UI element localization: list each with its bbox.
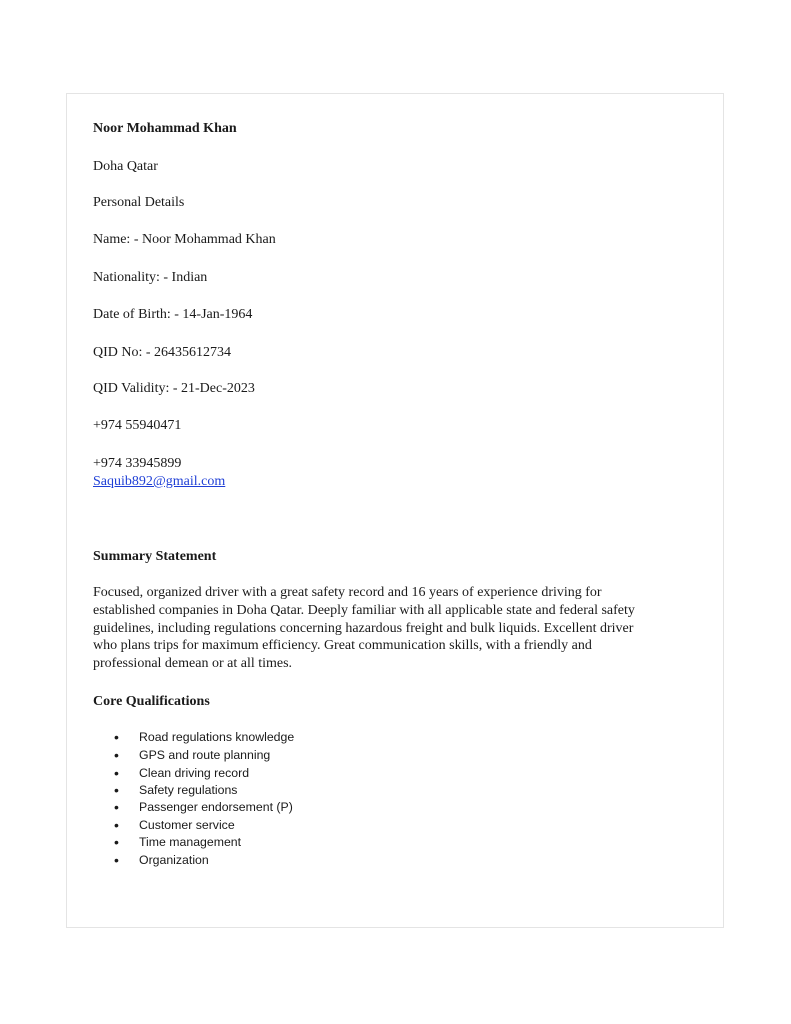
summary-line: established companies in Doha Qatar. Deeply familiar with all applicable state and federal safety [93, 602, 635, 618]
applicant-name: Noor Mohammad Khan [93, 121, 237, 136]
bullet-icon: • [114, 834, 119, 850]
qualification-label: Clean driving record [139, 766, 250, 780]
qualification-label: Organization [139, 853, 209, 867]
summary-line: guidelines, including regulations concerning hazardous freight and bulk liquids. Excellent driver [93, 620, 634, 636]
qualification-label: Passenger endorsement (P) [139, 800, 293, 814]
qualification-label: Time management [139, 835, 242, 849]
qid-validity-field: QID Validity: - 21-Dec-2023 [93, 381, 255, 396]
email-link[interactable]: Saquib892@gmail.com [93, 474, 226, 489]
summary-heading: Summary Statement [93, 549, 217, 564]
bullet-icon: • [114, 852, 119, 868]
qid-number-field: QID No: - 26435612734 [93, 345, 232, 360]
location: Doha Qatar [93, 159, 158, 174]
phone-number-primary: +974 55940471 [93, 418, 182, 433]
name-field: Name: - Noor Mohammad Khan [93, 232, 276, 247]
summary-line: who plans trips for maximum efficiency. Great communication skills, with a friendly and [93, 638, 592, 654]
bullet-icon: • [114, 817, 119, 833]
bullet-icon: • [114, 747, 119, 763]
personal-details-heading: Personal Details [93, 195, 185, 210]
bullet-icon: • [114, 765, 119, 781]
date-of-birth-field: Date of Birth: - 14-Jan-1964 [93, 307, 253, 322]
qualification-label: Safety regulations [139, 783, 238, 797]
core-qualifications-heading: Core Qualifications [93, 694, 210, 709]
summary-paragraph [93, 584, 703, 673]
nationality-field: Nationality: - Indian [93, 270, 208, 285]
bullet-icon: • [114, 782, 119, 798]
phone-number-secondary: +974 33945899 [93, 456, 182, 471]
qualification-label: GPS and route planning [139, 748, 271, 762]
summary-line: Focused, organized driver with a great safety record and 16 years of experience driving for [93, 585, 602, 600]
qualification-label: Road regulations knowledge [139, 730, 295, 744]
summary-line: professional demean or at all times. [93, 656, 293, 672]
qualification-label: Customer service [139, 818, 235, 832]
bullet-icon: • [114, 729, 119, 745]
bullet-icon: • [114, 799, 119, 815]
